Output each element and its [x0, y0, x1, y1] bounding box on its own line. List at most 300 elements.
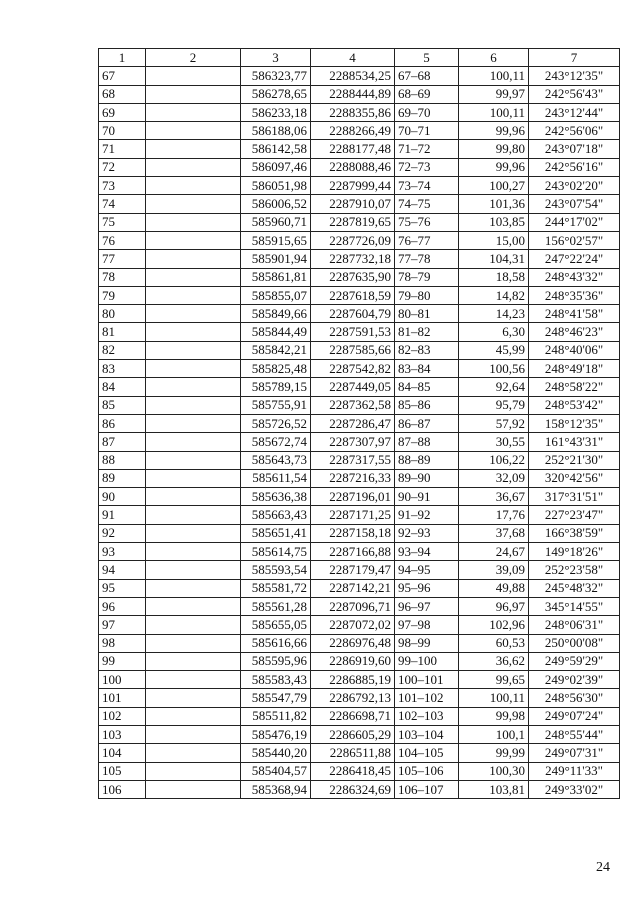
y-coordinate-cell: 2287732,18	[311, 250, 395, 268]
point-number-cell: 75	[99, 213, 146, 231]
table-row	[99, 561, 620, 579]
blank-cell	[146, 543, 241, 561]
segment-cell: 99–100	[395, 652, 459, 670]
x-coordinate-cell: 585440,20	[241, 744, 311, 762]
y-coordinate-cell: 2286698,71	[311, 707, 395, 725]
segment-cell: 71–72	[395, 140, 459, 158]
bearing-cell: 248°58'22"	[529, 378, 620, 396]
x-coordinate-cell: 585643,73	[241, 451, 311, 469]
y-coordinate-cell: 2287362,58	[311, 396, 395, 414]
x-coordinate-cell: 585825,48	[241, 360, 311, 378]
point-number-cell: 106	[99, 780, 146, 798]
x-coordinate-cell: 585561,28	[241, 597, 311, 615]
table-row	[99, 360, 620, 378]
point-number-cell: 87	[99, 433, 146, 451]
bearing-cell: 249°07'24"	[529, 707, 620, 725]
segment-cell: 98–99	[395, 634, 459, 652]
x-coordinate-cell: 586233,18	[241, 103, 311, 121]
point-number-cell: 88	[99, 451, 146, 469]
length-cell: 17,76	[459, 506, 529, 524]
point-number-cell: 69	[99, 103, 146, 121]
point-number-cell: 99	[99, 652, 146, 670]
point-number-cell: 91	[99, 506, 146, 524]
y-coordinate-cell: 2287171,25	[311, 506, 395, 524]
length-cell: 45,99	[459, 341, 529, 359]
column-header: 2	[146, 49, 241, 67]
point-number-cell: 74	[99, 195, 146, 213]
table-row	[99, 744, 620, 762]
point-number-cell: 105	[99, 762, 146, 780]
bearing-cell: 243°07'18"	[529, 140, 620, 158]
point-number-cell: 73	[99, 177, 146, 195]
segment-cell: 90–91	[395, 488, 459, 506]
segment-cell: 79–80	[395, 286, 459, 304]
length-cell: 101,36	[459, 195, 529, 213]
bearing-cell: 248°53'42"	[529, 396, 620, 414]
table-header-row	[99, 49, 620, 67]
bearing-cell: 249°59'29"	[529, 652, 620, 670]
blank-cell	[146, 414, 241, 432]
segment-cell: 102–103	[395, 707, 459, 725]
x-coordinate-cell: 585368,94	[241, 780, 311, 798]
bearing-cell: 244°17'02"	[529, 213, 620, 231]
blank-cell	[146, 506, 241, 524]
point-number-cell: 84	[99, 378, 146, 396]
table-row	[99, 652, 620, 670]
y-coordinate-cell: 2288266,49	[311, 122, 395, 140]
segment-cell: 94–95	[395, 561, 459, 579]
segment-cell: 74–75	[395, 195, 459, 213]
blank-cell	[146, 177, 241, 195]
point-number-cell: 77	[99, 250, 146, 268]
x-coordinate-cell: 585789,15	[241, 378, 311, 396]
x-coordinate-cell: 585842,21	[241, 341, 311, 359]
y-coordinate-cell: 2286885,19	[311, 671, 395, 689]
bearing-cell: 249°02'39"	[529, 671, 620, 689]
point-number-cell: 90	[99, 488, 146, 506]
y-coordinate-cell: 2287604,79	[311, 305, 395, 323]
segment-cell: 80–81	[395, 305, 459, 323]
y-coordinate-cell: 2287096,71	[311, 597, 395, 615]
x-coordinate-cell: 585583,43	[241, 671, 311, 689]
bearing-cell: 243°12'35"	[529, 67, 620, 85]
length-cell: 100,1	[459, 725, 529, 743]
table-row	[99, 396, 620, 414]
table-row	[99, 85, 620, 103]
x-coordinate-cell: 586097,46	[241, 158, 311, 176]
length-cell: 99,80	[459, 140, 529, 158]
blank-cell	[146, 652, 241, 670]
x-coordinate-cell: 585404,57	[241, 762, 311, 780]
x-coordinate-cell: 586323,77	[241, 67, 311, 85]
blank-cell	[146, 286, 241, 304]
bearing-cell: 243°12'44"	[529, 103, 620, 121]
point-number-cell: 103	[99, 725, 146, 743]
table-row	[99, 524, 620, 542]
x-coordinate-cell: 585855,07	[241, 286, 311, 304]
x-coordinate-cell: 585616,66	[241, 634, 311, 652]
blank-cell	[146, 689, 241, 707]
length-cell: 32,09	[459, 469, 529, 487]
blank-cell	[146, 360, 241, 378]
segment-cell: 77–78	[395, 250, 459, 268]
table-row	[99, 543, 620, 561]
blank-cell	[146, 378, 241, 396]
y-coordinate-cell: 2287196,01	[311, 488, 395, 506]
segment-cell: 84–85	[395, 378, 459, 396]
bearing-cell: 158°12'35"	[529, 414, 620, 432]
y-coordinate-cell: 2287618,59	[311, 286, 395, 304]
length-cell: 49,88	[459, 579, 529, 597]
segment-cell: 95–96	[395, 579, 459, 597]
bearing-cell: 248°55'44"	[529, 725, 620, 743]
point-number-cell: 100	[99, 671, 146, 689]
point-number-cell: 86	[99, 414, 146, 432]
x-coordinate-cell: 585614,75	[241, 543, 311, 561]
segment-cell: 73–74	[395, 177, 459, 195]
segment-cell: 101–102	[395, 689, 459, 707]
y-coordinate-cell: 2286511,88	[311, 744, 395, 762]
bearing-cell: 248°46'23"	[529, 323, 620, 341]
blank-cell	[146, 195, 241, 213]
length-cell: 99,99	[459, 744, 529, 762]
point-number-cell: 96	[99, 597, 146, 615]
bearing-cell: 249°07'31"	[529, 744, 620, 762]
y-coordinate-cell: 2286919,60	[311, 652, 395, 670]
bearing-cell: 320°42'56"	[529, 469, 620, 487]
point-number-cell: 104	[99, 744, 146, 762]
blank-cell	[146, 469, 241, 487]
bearing-cell: 317°31'51"	[529, 488, 620, 506]
x-coordinate-cell: 585726,52	[241, 414, 311, 432]
length-cell: 106,22	[459, 451, 529, 469]
column-header: 5	[395, 49, 459, 67]
blank-cell	[146, 433, 241, 451]
point-number-cell: 85	[99, 396, 146, 414]
y-coordinate-cell: 2287216,33	[311, 469, 395, 487]
y-coordinate-cell: 2287307,97	[311, 433, 395, 451]
length-cell: 99,96	[459, 158, 529, 176]
point-number-cell: 92	[99, 524, 146, 542]
blank-cell	[146, 396, 241, 414]
x-coordinate-cell: 586278,65	[241, 85, 311, 103]
x-coordinate-cell: 585636,38	[241, 488, 311, 506]
table-row	[99, 634, 620, 652]
segment-cell: 78–79	[395, 268, 459, 286]
length-cell: 100,30	[459, 762, 529, 780]
x-coordinate-cell: 586188,06	[241, 122, 311, 140]
x-coordinate-cell: 585844,49	[241, 323, 311, 341]
length-cell: 100,11	[459, 689, 529, 707]
bearing-cell: 248°49'18"	[529, 360, 620, 378]
y-coordinate-cell: 2288177,48	[311, 140, 395, 158]
y-coordinate-cell: 2287910,07	[311, 195, 395, 213]
blank-cell	[146, 616, 241, 634]
segment-cell: 91–92	[395, 506, 459, 524]
bearing-cell: 243°07'54"	[529, 195, 620, 213]
point-number-cell: 67	[99, 67, 146, 85]
segment-cell: 100–101	[395, 671, 459, 689]
y-coordinate-cell: 2287142,21	[311, 579, 395, 597]
point-number-cell: 89	[99, 469, 146, 487]
point-number-cell: 79	[99, 286, 146, 304]
bearing-cell: 249°11'33"	[529, 762, 620, 780]
y-coordinate-cell: 2287072,02	[311, 616, 395, 634]
length-cell: 30,55	[459, 433, 529, 451]
segment-cell: 104–105	[395, 744, 459, 762]
bearing-cell: 242°56'16"	[529, 158, 620, 176]
column-header: 7	[529, 49, 620, 67]
segment-cell: 105–106	[395, 762, 459, 780]
column-header: 3	[241, 49, 311, 67]
bearing-cell: 250°00'08"	[529, 634, 620, 652]
table-row	[99, 414, 620, 432]
x-coordinate-cell: 585672,74	[241, 433, 311, 451]
length-cell: 102,96	[459, 616, 529, 634]
blank-cell	[146, 85, 241, 103]
length-cell: 36,62	[459, 652, 529, 670]
segment-cell: 68–69	[395, 85, 459, 103]
blank-cell	[146, 305, 241, 323]
table-row	[99, 451, 620, 469]
blank-cell	[146, 213, 241, 231]
point-number-cell: 72	[99, 158, 146, 176]
point-number-cell: 101	[99, 689, 146, 707]
length-cell: 24,67	[459, 543, 529, 561]
bearing-cell: 166°38'59"	[529, 524, 620, 542]
table-row	[99, 122, 620, 140]
blank-cell	[146, 561, 241, 579]
table-row	[99, 616, 620, 634]
table-row	[99, 579, 620, 597]
length-cell: 99,97	[459, 85, 529, 103]
length-cell: 104,31	[459, 250, 529, 268]
segment-cell: 87–88	[395, 433, 459, 451]
column-header: 4	[311, 49, 395, 67]
blank-cell	[146, 231, 241, 249]
bearing-cell: 252°23'58"	[529, 561, 620, 579]
point-number-cell: 82	[99, 341, 146, 359]
blank-cell	[146, 524, 241, 542]
x-coordinate-cell: 585901,94	[241, 250, 311, 268]
blank-cell	[146, 67, 241, 85]
table-row	[99, 268, 620, 286]
table-row	[99, 103, 620, 121]
y-coordinate-cell: 2288534,25	[311, 67, 395, 85]
segment-cell: 69–70	[395, 103, 459, 121]
y-coordinate-cell: 2286792,13	[311, 689, 395, 707]
blank-cell	[146, 250, 241, 268]
bearing-cell: 345°14'55"	[529, 597, 620, 615]
x-coordinate-cell: 585655,05	[241, 616, 311, 634]
blank-cell	[146, 268, 241, 286]
point-number-cell: 68	[99, 85, 146, 103]
bearing-cell: 245°48'32"	[529, 579, 620, 597]
bearing-cell: 248°43'32"	[529, 268, 620, 286]
point-number-cell: 71	[99, 140, 146, 158]
blank-cell	[146, 451, 241, 469]
segment-cell: 103–104	[395, 725, 459, 743]
segment-cell: 82–83	[395, 341, 459, 359]
x-coordinate-cell: 585960,71	[241, 213, 311, 231]
table-row	[99, 323, 620, 341]
y-coordinate-cell: 2288444,89	[311, 85, 395, 103]
blank-cell	[146, 762, 241, 780]
bearing-cell: 248°40'06"	[529, 341, 620, 359]
blank-cell	[146, 780, 241, 798]
bearing-cell: 252°21'30"	[529, 451, 620, 469]
x-coordinate-cell: 585651,41	[241, 524, 311, 542]
table-row	[99, 231, 620, 249]
y-coordinate-cell: 2286976,48	[311, 634, 395, 652]
segment-cell: 93–94	[395, 543, 459, 561]
length-cell: 18,58	[459, 268, 529, 286]
segment-cell: 92–93	[395, 524, 459, 542]
point-number-cell: 97	[99, 616, 146, 634]
length-cell: 103,81	[459, 780, 529, 798]
length-cell: 92,64	[459, 378, 529, 396]
segment-cell: 81–82	[395, 323, 459, 341]
segment-cell: 89–90	[395, 469, 459, 487]
y-coordinate-cell: 2287635,90	[311, 268, 395, 286]
bearing-cell: 248°06'31"	[529, 616, 620, 634]
length-cell: 95,79	[459, 396, 529, 414]
table-row	[99, 597, 620, 615]
blank-cell	[146, 597, 241, 615]
length-cell: 6,30	[459, 323, 529, 341]
y-coordinate-cell: 2286605,29	[311, 725, 395, 743]
blank-cell	[146, 671, 241, 689]
length-cell: 99,96	[459, 122, 529, 140]
point-number-cell: 70	[99, 122, 146, 140]
blank-cell	[146, 744, 241, 762]
segment-cell: 86–87	[395, 414, 459, 432]
y-coordinate-cell: 2286324,69	[311, 780, 395, 798]
table-body	[99, 67, 620, 799]
x-coordinate-cell: 585663,43	[241, 506, 311, 524]
blank-cell	[146, 634, 241, 652]
bearing-cell: 156°02'57"	[529, 231, 620, 249]
length-cell: 96,97	[459, 597, 529, 615]
point-number-cell: 98	[99, 634, 146, 652]
x-coordinate-cell: 585611,54	[241, 469, 311, 487]
blank-cell	[146, 341, 241, 359]
y-coordinate-cell: 2287166,88	[311, 543, 395, 561]
y-coordinate-cell: 2288088,46	[311, 158, 395, 176]
blank-cell	[146, 725, 241, 743]
y-coordinate-cell: 2287726,09	[311, 231, 395, 249]
x-coordinate-cell: 586006,52	[241, 195, 311, 213]
bearing-cell: 242°56'06"	[529, 122, 620, 140]
x-coordinate-cell: 585593,54	[241, 561, 311, 579]
point-number-cell: 95	[99, 579, 146, 597]
x-coordinate-cell: 586142,58	[241, 140, 311, 158]
table-row	[99, 286, 620, 304]
point-number-cell: 78	[99, 268, 146, 286]
coordinates-table	[98, 48, 620, 799]
segment-cell: 75–76	[395, 213, 459, 231]
table-row	[99, 250, 620, 268]
point-number-cell: 80	[99, 305, 146, 323]
table-row	[99, 378, 620, 396]
bearing-cell: 227°23'47"	[529, 506, 620, 524]
x-coordinate-cell: 586051,98	[241, 177, 311, 195]
table-row	[99, 689, 620, 707]
table-row	[99, 341, 620, 359]
y-coordinate-cell: 2288355,86	[311, 103, 395, 121]
bearing-cell: 249°33'02"	[529, 780, 620, 798]
segment-cell: 106–107	[395, 780, 459, 798]
y-coordinate-cell: 2287449,05	[311, 378, 395, 396]
bearing-cell: 247°22'24"	[529, 250, 620, 268]
segment-cell: 70–71	[395, 122, 459, 140]
y-coordinate-cell: 2287286,47	[311, 414, 395, 432]
table-row	[99, 433, 620, 451]
point-number-cell: 102	[99, 707, 146, 725]
table-row	[99, 506, 620, 524]
length-cell: 103,85	[459, 213, 529, 231]
bearing-cell: 248°41'58"	[529, 305, 620, 323]
table-row	[99, 707, 620, 725]
y-coordinate-cell: 2287158,18	[311, 524, 395, 542]
segment-cell: 83–84	[395, 360, 459, 378]
y-coordinate-cell: 2286418,45	[311, 762, 395, 780]
y-coordinate-cell: 2287819,65	[311, 213, 395, 231]
table-row	[99, 671, 620, 689]
table-row	[99, 305, 620, 323]
bearing-cell: 248°35'36"	[529, 286, 620, 304]
length-cell: 14,82	[459, 286, 529, 304]
table-row	[99, 469, 620, 487]
x-coordinate-cell: 585849,66	[241, 305, 311, 323]
x-coordinate-cell: 585595,96	[241, 652, 311, 670]
length-cell: 100,11	[459, 103, 529, 121]
blank-cell	[146, 579, 241, 597]
table-row	[99, 780, 620, 798]
y-coordinate-cell: 2287317,55	[311, 451, 395, 469]
bearing-cell: 149°18'26"	[529, 543, 620, 561]
length-cell: 57,92	[459, 414, 529, 432]
blank-cell	[146, 488, 241, 506]
y-coordinate-cell: 2287585,66	[311, 341, 395, 359]
segment-cell: 97–98	[395, 616, 459, 634]
table-row	[99, 177, 620, 195]
segment-cell: 85–86	[395, 396, 459, 414]
point-number-cell: 81	[99, 323, 146, 341]
length-cell: 99,65	[459, 671, 529, 689]
page-number: 24	[596, 860, 610, 875]
length-cell: 36,67	[459, 488, 529, 506]
blank-cell	[146, 323, 241, 341]
bearing-cell: 242°56'43"	[529, 85, 620, 103]
length-cell: 37,68	[459, 524, 529, 542]
table-row	[99, 158, 620, 176]
column-header: 1	[99, 49, 146, 67]
length-cell: 39,09	[459, 561, 529, 579]
length-cell: 14,23	[459, 305, 529, 323]
table-row	[99, 488, 620, 506]
x-coordinate-cell: 585547,79	[241, 689, 311, 707]
blank-cell	[146, 707, 241, 725]
segment-cell: 88–89	[395, 451, 459, 469]
segment-cell: 96–97	[395, 597, 459, 615]
bearing-cell: 161°43'31"	[529, 433, 620, 451]
x-coordinate-cell: 585581,72	[241, 579, 311, 597]
x-coordinate-cell: 585861,81	[241, 268, 311, 286]
table-row	[99, 67, 620, 85]
segment-cell: 72–73	[395, 158, 459, 176]
bearing-cell: 243°02'20"	[529, 177, 620, 195]
